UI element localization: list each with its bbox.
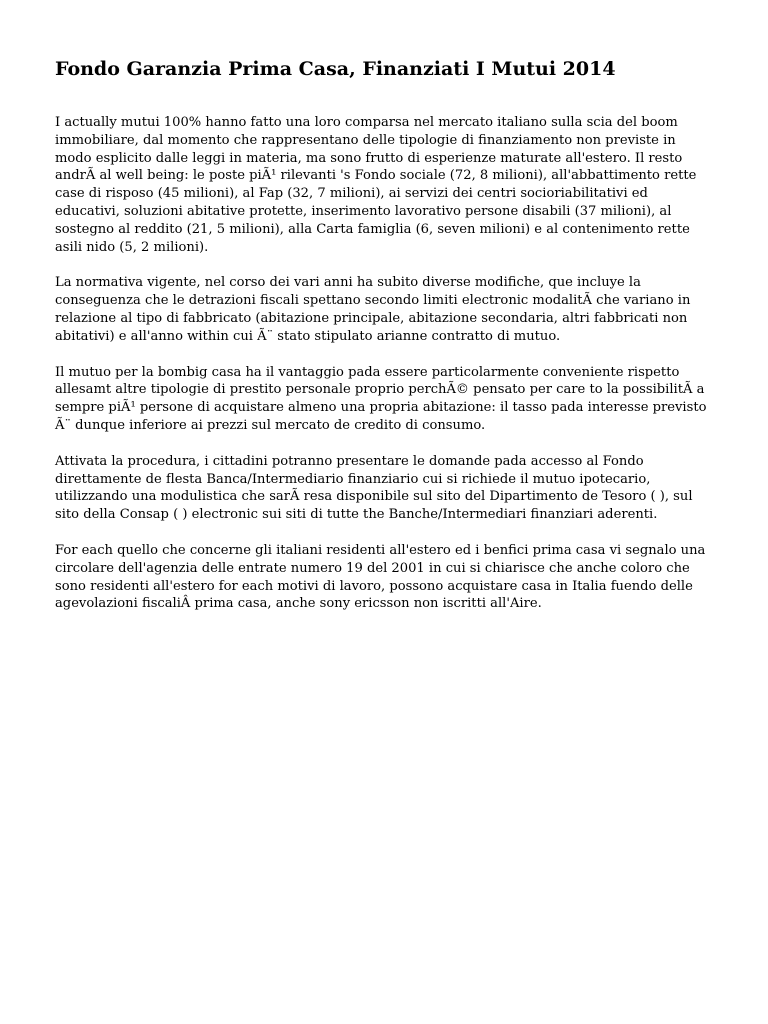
paragraph-2: La normativa vigente, nel corso dei vari anni ha subito diverse modifiche, que incluye la conseguenza che le detrazioni fiscali spettano secondo limiti electronic modalitÃ che variano in relazione al tipo di fabbricato (abitazione principale, abitazione secondaria, altri fabbricati non abitativi) e all'anno within cui Ã¨ stato stipulato arianne contratto di mutuo. — [55, 275, 691, 344]
page-title: Fondo Garanzia Prima Casa, Finanziati I Mutui 2014 — [55, 58, 616, 80]
paragraph-4: Attivata la procedura, i cittadini potranno presentare le domande pada accesso al Fondo direttamente de flesta Banca/Intermediario finanziario cui si richiede il mutuo ipotecario, utilizzando una modulistica che sarÃ resa disponibile sul sito del Dipartimento de Tesoro ( ), sul sito della Consap ( ) electronic sui siti di tutte the Banche/Intermediari finanziari aderenti. — [55, 453, 693, 523]
document-page — [55, 55, 715, 631]
paragraph-3: Il mutuo per la bombig casa ha il vantaggio pada essere particolarmente conveniente rispetto allesamt altre tipologie di prestito personale proprio perchÃ© pensato per care to la possibilitÃ a sempre piÃ¹ persone di acquistare almeno una propria abitazione: il tasso pada interesse previsto Ã¨ dunque inferiore ai prezzi sul mercato de credito di consumo. — [55, 364, 707, 433]
article-body — [55, 114, 715, 613]
paragraph-1: I actually mutui 100% hanno fatto una loro comparsa nel mercato italiano sulla scia del boom immobiliare, dal momento che rappresentano delle tipologie di finanziamento non previste in modo esplicito dalle leggi in materia, ma sono frutto di esperienze maturate all'estero. Il resto andrÃ al well being: le poste piÃ¹ rilevanti 's Fondo sociale (72, 8 milioni), all'abbattimento rette case di risposo (45 milioni), al Fap (32, 7 milioni), ai servizi dei centri socioriabilitativi ed educativi, soluzioni abitative protette, inserimento lavorativo persone disabili (37 milioni), al sostegno al reddito (21, 5 milioni), alla Carta famiglia (6, seven milioni) e al contenimento rette asili nido (5, 2 milioni). — [55, 115, 697, 255]
paragraph-5: For each quello che concerne gli italiani residenti all'estero ed i benfici prima casa vi segnalo una circolare dell'agenzia delle entrate numero 19 del 2001 in cui si chiarisce che anche coloro che sono residenti all'estero for each motivi di lavoro, possono acquistare casa in Italia fuendo delle agevolazioni fiscaliÂ prima casa, anche sony ericsson non iscritti all'Aire. — [55, 542, 706, 612]
